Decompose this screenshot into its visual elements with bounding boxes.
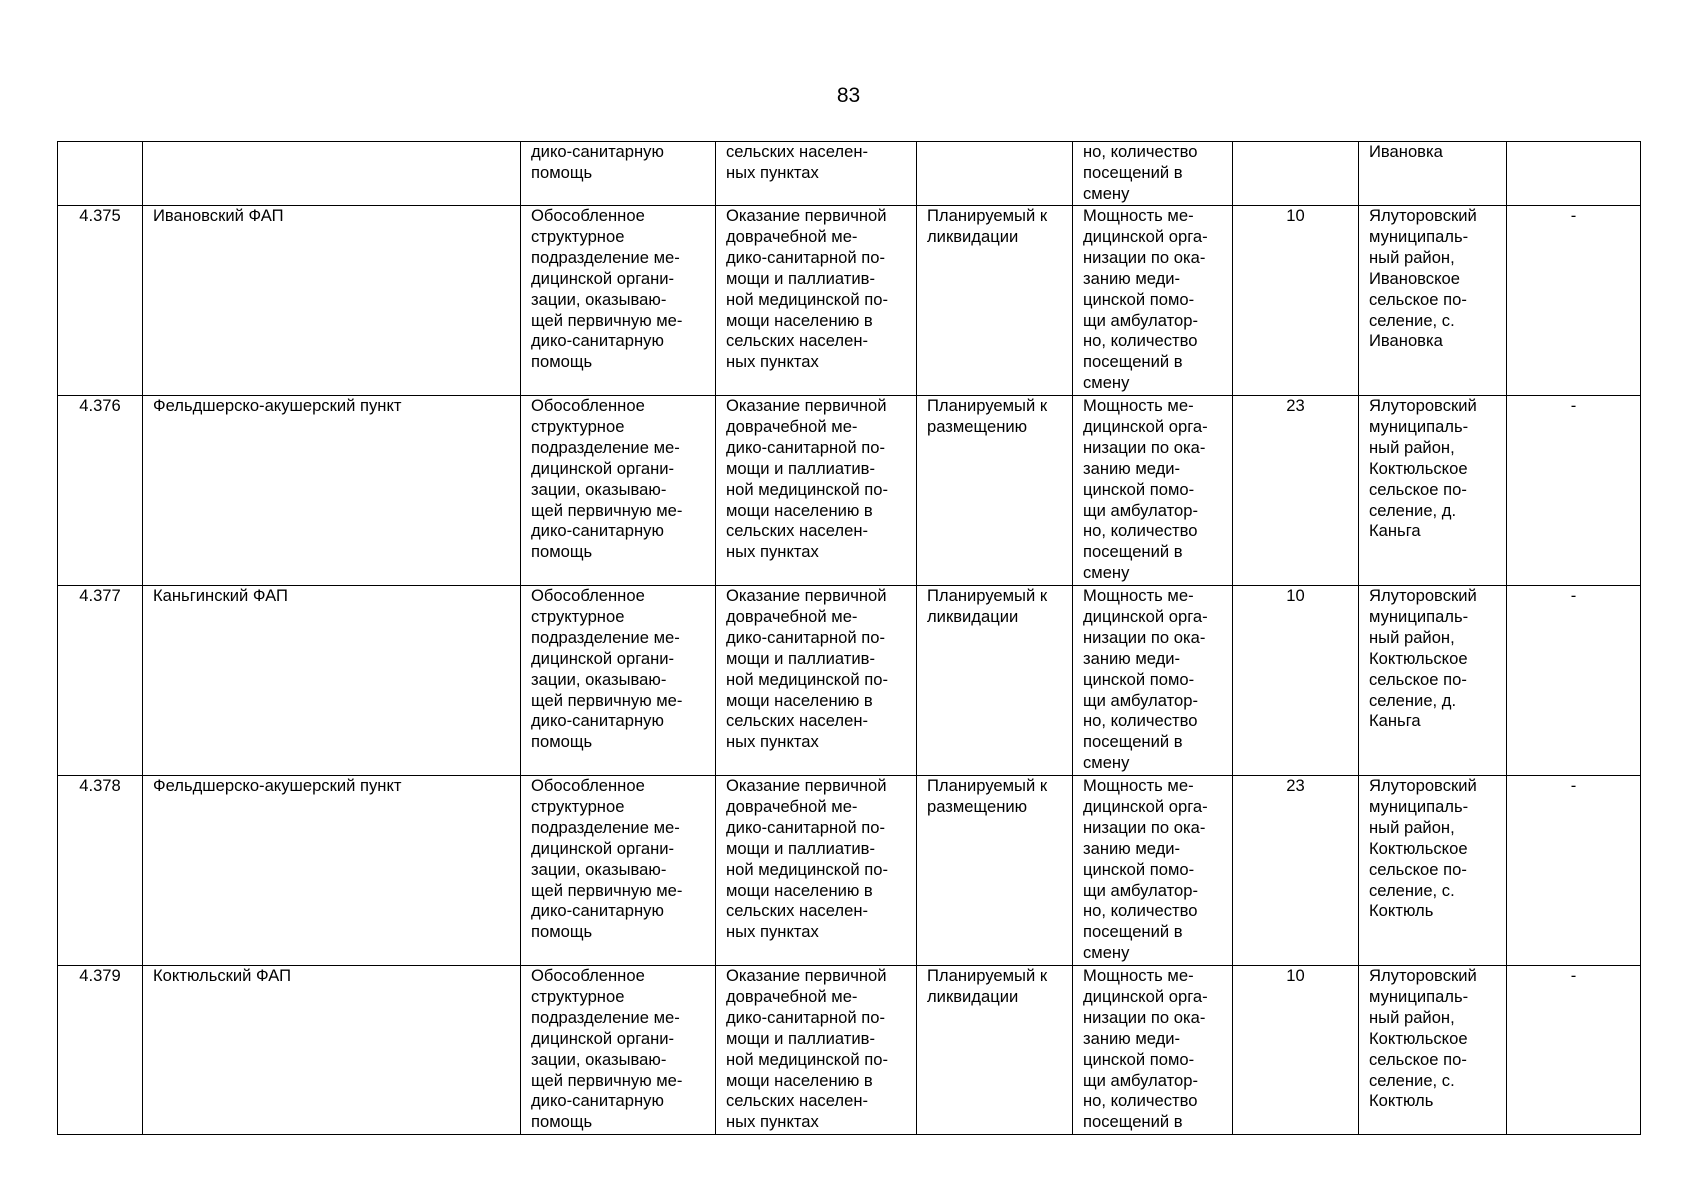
- characteristic-line: цинской помо-: [1083, 1049, 1195, 1069]
- status-cell: [917, 586, 1073, 776]
- location-line: сельское по-: [1369, 479, 1467, 499]
- characteristic-line: Мощность ме-: [1083, 776, 1194, 795]
- characteristic-line: низации по ока-: [1083, 1007, 1206, 1027]
- purpose-cell: [716, 142, 917, 206]
- purpose-line: мощи и паллиатив-: [726, 1028, 875, 1048]
- facility-type-line: дико-санитарную: [531, 142, 664, 161]
- purpose-line: ной медицинской по-: [726, 479, 889, 499]
- characteristic-line: дицинской орга-: [1083, 226, 1208, 246]
- facility-type-line: структурное: [531, 796, 625, 816]
- characteristic-line: дицинской орга-: [1083, 606, 1208, 626]
- location-line: Коктюль: [1369, 1091, 1434, 1111]
- characteristic-line: смену: [1083, 943, 1130, 963]
- table-row: [58, 396, 1641, 586]
- characteristic-line: но, количество: [1083, 711, 1198, 731]
- characteristic-line: дицинской орга-: [1083, 796, 1208, 816]
- location-line: Ялуторовский: [1369, 396, 1477, 415]
- location-line: селение, с.: [1369, 310, 1455, 330]
- location-cell: [1359, 142, 1507, 206]
- purpose-line: дико-санитарной по-: [726, 1007, 885, 1027]
- facility-type-line: Обособленное: [531, 586, 645, 605]
- purpose-line: сельских населен-: [726, 901, 869, 921]
- facility-type-line: подразделение ме-: [531, 247, 680, 267]
- location-line: ный район,: [1369, 817, 1455, 837]
- purpose-line: сельских населен-: [726, 521, 869, 541]
- table-body: [58, 142, 1641, 1135]
- purpose-line: Оказание первичной: [726, 206, 887, 225]
- location-cell: [1359, 586, 1507, 776]
- table-row: [58, 142, 1641, 206]
- location-line: сельское по-: [1369, 1049, 1467, 1069]
- purpose-line: мощи и паллиатив-: [726, 458, 875, 478]
- characteristic-line: занию меди-: [1083, 838, 1181, 858]
- status-line: Планируемый к: [927, 966, 1048, 985]
- characteristic-line: щи амбулатор-: [1083, 500, 1198, 520]
- facility-type-line: помощь: [531, 732, 593, 752]
- zone-cell: -: [1507, 206, 1641, 396]
- status-line: Планируемый к: [927, 776, 1048, 795]
- facility-type-cell: [521, 586, 716, 776]
- characteristic-line: посещений в: [1083, 732, 1183, 752]
- facility-name-cell: Фельдшерско-акушерский пункт: [143, 396, 521, 586]
- characteristic-line: смену: [1083, 753, 1130, 773]
- characteristic-line: но, количество: [1083, 521, 1198, 541]
- facility-type-line: щей первичную ме-: [531, 500, 683, 520]
- characteristic-line: посещений в: [1083, 352, 1183, 372]
- status-line: Планируемый к: [927, 396, 1048, 415]
- facility-type-line: дико-санитарную: [531, 1091, 664, 1111]
- purpose-line: ной медицинской по-: [726, 669, 889, 689]
- capacity-cell: [1233, 142, 1359, 206]
- characteristic-line: посещений в: [1083, 1112, 1183, 1132]
- status-line: Планируемый к: [927, 206, 1048, 225]
- facility-type-cell: [521, 396, 716, 586]
- characteristic-line: но, количество: [1083, 142, 1198, 161]
- location-line: селение, с.: [1369, 880, 1455, 900]
- location-line: Ялуторовский: [1369, 776, 1477, 795]
- zone-cell: -: [1507, 586, 1641, 776]
- page-number: 83: [836, 84, 861, 107]
- characteristic-line: занию меди-: [1083, 458, 1181, 478]
- characteristic-line: посещений в: [1083, 542, 1183, 562]
- table-row: [58, 966, 1641, 1135]
- purpose-line: мощи населению в: [726, 690, 873, 710]
- facility-type-line: дицинской органи-: [531, 458, 675, 478]
- purpose-line: доврачебной ме-: [726, 986, 858, 1006]
- characteristic-line: щи амбулатор-: [1083, 880, 1198, 900]
- facility-type-line: зации, оказываю-: [531, 669, 667, 689]
- purpose-line: Оказание первичной: [726, 396, 887, 415]
- facility-type-line: дико-санитарную: [531, 521, 664, 541]
- location-line: муниципаль-: [1369, 796, 1469, 816]
- facility-type-line: дико-санитарную: [531, 331, 664, 351]
- facility-type-line: дицинской органи-: [531, 1028, 675, 1048]
- characteristic-line: дицинской орга-: [1083, 986, 1208, 1006]
- table-row: [58, 586, 1641, 776]
- facility-type-line: дико-санитарную: [531, 901, 664, 921]
- table-row: [58, 776, 1641, 966]
- purpose-line: ной медицинской по-: [726, 1049, 889, 1069]
- purpose-line: доврачебной ме-: [726, 606, 858, 626]
- characteristic-cell: [1073, 206, 1233, 396]
- characteristic-line: цинской помо-: [1083, 669, 1195, 689]
- location-line: муниципаль-: [1369, 416, 1469, 436]
- location-line: Каньга: [1369, 711, 1421, 731]
- characteristic-line: Мощность ме-: [1083, 586, 1194, 605]
- facility-type-line: зации, оказываю-: [531, 479, 667, 499]
- location-cell: [1359, 396, 1507, 586]
- characteristic-line: цинской помо-: [1083, 289, 1195, 309]
- characteristic-line: Мощность ме-: [1083, 206, 1194, 225]
- purpose-line: сельских населен-: [726, 142, 869, 161]
- purpose-line: мощи населению в: [726, 500, 873, 520]
- status-line: ликвидации: [927, 986, 1019, 1006]
- facility-type-line: структурное: [531, 226, 625, 246]
- characteristic-line: низации по ока-: [1083, 627, 1206, 647]
- purpose-cell: [716, 206, 917, 396]
- status-cell: [917, 206, 1073, 396]
- location-line: Каньга: [1369, 521, 1421, 541]
- facility-type-line: подразделение ме-: [531, 1007, 680, 1027]
- characteristic-line: смену: [1083, 183, 1130, 203]
- row-number-cell: 4.379: [58, 966, 143, 1135]
- location-line: муниципаль-: [1369, 986, 1469, 1006]
- facility-type-line: дико-санитарную: [531, 711, 664, 731]
- location-line: Ялуторовский: [1369, 966, 1477, 985]
- location-line: ный район,: [1369, 437, 1455, 457]
- purpose-line: Оказание первичной: [726, 776, 887, 795]
- characteristic-line: Мощность ме-: [1083, 966, 1194, 985]
- facility-type-line: Обособленное: [531, 776, 645, 795]
- characteristic-line: щи амбулатор-: [1083, 1070, 1198, 1090]
- facility-name-cell: [143, 142, 521, 206]
- purpose-cell: [716, 776, 917, 966]
- location-line: сельское по-: [1369, 859, 1467, 879]
- status-cell: [917, 966, 1073, 1135]
- purpose-line: ных пунктах: [726, 352, 819, 372]
- location-line: селение, д.: [1369, 690, 1457, 710]
- facility-name-cell: Коктюльский ФАП: [143, 966, 521, 1135]
- facility-type-line: подразделение ме-: [531, 437, 680, 457]
- facility-type-cell: [521, 206, 716, 396]
- characteristic-line: щи амбулатор-: [1083, 690, 1198, 710]
- purpose-line: мощи населению в: [726, 1070, 873, 1090]
- characteristic-line: занию меди-: [1083, 648, 1181, 668]
- facility-type-cell: [521, 966, 716, 1135]
- purpose-line: дико-санитарной по-: [726, 247, 885, 267]
- facility-type-line: Обособленное: [531, 206, 645, 225]
- purpose-line: мощи населению в: [726, 880, 873, 900]
- facility-name-cell: Ивановский ФАП: [143, 206, 521, 396]
- purpose-line: мощи и паллиатив-: [726, 838, 875, 858]
- characteristic-line: низации по ока-: [1083, 817, 1206, 837]
- facility-name-cell: Фельдшерско-акушерский пункт: [143, 776, 521, 966]
- location-line: муниципаль-: [1369, 226, 1469, 246]
- facility-type-line: дицинской органи-: [531, 838, 675, 858]
- location-line: селение, д.: [1369, 500, 1457, 520]
- location-line: Коктюльское: [1369, 1028, 1468, 1048]
- capacity-cell: 10: [1233, 966, 1359, 1135]
- location-cell: [1359, 206, 1507, 396]
- facility-type-line: подразделение ме-: [531, 817, 680, 837]
- facilities-table: [57, 141, 1641, 1135]
- capacity-cell: 10: [1233, 586, 1359, 776]
- purpose-line: ных пунктах: [726, 922, 819, 942]
- row-number-cell: [58, 142, 143, 206]
- facility-type-line: щей первичную ме-: [531, 310, 683, 330]
- purpose-line: ных пунктах: [726, 732, 819, 752]
- facility-type-line: структурное: [531, 416, 625, 436]
- row-number-cell: 4.377: [58, 586, 143, 776]
- capacity-cell: 23: [1233, 776, 1359, 966]
- status-cell: [917, 142, 1073, 206]
- location-line: ный район,: [1369, 627, 1455, 647]
- facility-type-line: щей первичную ме-: [531, 880, 683, 900]
- zone-cell: -: [1507, 396, 1641, 586]
- status-line: размещению: [927, 796, 1028, 816]
- status-cell: [917, 396, 1073, 586]
- location-line: Коктюльское: [1369, 648, 1468, 668]
- row-number-cell: 4.375: [58, 206, 143, 396]
- characteristic-line: Мощность ме-: [1083, 396, 1194, 415]
- purpose-line: сельских населен-: [726, 1091, 869, 1111]
- characteristic-cell: [1073, 776, 1233, 966]
- characteristic-cell: [1073, 586, 1233, 776]
- characteristic-cell: [1073, 142, 1233, 206]
- location-cell: [1359, 966, 1507, 1135]
- characteristic-line: смену: [1083, 563, 1130, 583]
- zone-cell: -: [1507, 776, 1641, 966]
- location-line: Коктюльское: [1369, 458, 1468, 478]
- characteristic-line: дицинской орга-: [1083, 416, 1208, 436]
- purpose-line: ной медицинской по-: [726, 859, 889, 879]
- purpose-cell: [716, 586, 917, 776]
- zone-cell: -: [1507, 966, 1641, 1135]
- facility-type-line: помощь: [531, 922, 593, 942]
- location-line: Ялуторовский: [1369, 206, 1477, 225]
- characteristic-cell: [1073, 966, 1233, 1135]
- facility-type-line: зации, оказываю-: [531, 289, 667, 309]
- purpose-line: мощи населению в: [726, 310, 873, 330]
- characteristic-line: цинской помо-: [1083, 859, 1195, 879]
- purpose-line: Оказание первичной: [726, 586, 887, 605]
- purpose-line: ной медицинской по-: [726, 289, 889, 309]
- facility-type-line: структурное: [531, 606, 625, 626]
- purpose-line: мощи и паллиатив-: [726, 648, 875, 668]
- capacity-cell: 23: [1233, 396, 1359, 586]
- location-line: сельское по-: [1369, 289, 1467, 309]
- facility-type-line: помощь: [531, 542, 593, 562]
- characteristic-line: но, количество: [1083, 901, 1198, 921]
- status-line: ликвидации: [927, 606, 1019, 626]
- facility-type-line: помощь: [531, 352, 593, 372]
- characteristic-line: щи амбулатор-: [1083, 310, 1198, 330]
- purpose-line: ных пунктах: [726, 162, 819, 182]
- facility-type-line: Обособленное: [531, 396, 645, 415]
- status-line: размещению: [927, 416, 1028, 436]
- facility-type-line: подразделение ме-: [531, 627, 680, 647]
- facility-type-line: дицинской органи-: [531, 268, 675, 288]
- purpose-line: сельских населен-: [726, 331, 869, 351]
- location-line: Коктюльское: [1369, 838, 1468, 858]
- purpose-line: мощи и паллиатив-: [726, 268, 875, 288]
- status-line: Планируемый к: [927, 586, 1048, 605]
- purpose-line: доврачебной ме-: [726, 226, 858, 246]
- zone-cell: [1507, 142, 1641, 206]
- characteristic-line: но, количество: [1083, 1091, 1198, 1111]
- purpose-line: доврачебной ме-: [726, 416, 858, 436]
- location-line: ный район,: [1369, 1007, 1455, 1027]
- table-row: [58, 206, 1641, 396]
- facility-type-cell: [521, 776, 716, 966]
- facility-type-line: помощь: [531, 1112, 593, 1132]
- facility-type-line: зации, оказываю-: [531, 1049, 667, 1069]
- location-line: муниципаль-: [1369, 606, 1469, 626]
- location-line: селение, с.: [1369, 1070, 1455, 1090]
- facility-type-line: дицинской органи-: [531, 648, 675, 668]
- facility-type-line: структурное: [531, 986, 625, 1006]
- purpose-line: дико-санитарной по-: [726, 437, 885, 457]
- location-line: Коктюль: [1369, 901, 1434, 921]
- status-cell: [917, 776, 1073, 966]
- purpose-cell: [716, 396, 917, 586]
- facility-type-line: щей первичную ме-: [531, 1070, 683, 1090]
- purpose-line: ных пунктах: [726, 542, 819, 562]
- facility-name-cell: Каньгинский ФАП: [143, 586, 521, 776]
- purpose-cell: [716, 966, 917, 1135]
- location-line: Ялуторовский: [1369, 586, 1477, 605]
- facility-type-cell: [521, 142, 716, 206]
- characteristic-cell: [1073, 396, 1233, 586]
- purpose-line: доврачебной ме-: [726, 796, 858, 816]
- purpose-line: ных пунктах: [726, 1112, 819, 1132]
- facility-type-line: щей первичную ме-: [531, 690, 683, 710]
- location-line: Ивановское: [1369, 268, 1461, 288]
- characteristic-line: низации по ока-: [1083, 437, 1206, 457]
- purpose-line: Оказание первичной: [726, 966, 887, 985]
- status-line: ликвидации: [927, 226, 1019, 246]
- purpose-line: дико-санитарной по-: [726, 817, 885, 837]
- facility-type-line: зации, оказываю-: [531, 859, 667, 879]
- row-number-cell: 4.378: [58, 776, 143, 966]
- purpose-line: сельских населен-: [726, 711, 869, 731]
- facility-type-line: Обособленное: [531, 966, 645, 985]
- location-cell: [1359, 776, 1507, 966]
- location-line: ный район,: [1369, 247, 1455, 267]
- capacity-cell: 10: [1233, 206, 1359, 396]
- characteristic-line: смену: [1083, 373, 1130, 393]
- characteristic-line: посещений в: [1083, 162, 1183, 182]
- facility-type-line: помощь: [531, 162, 593, 182]
- characteristic-line: низации по ока-: [1083, 247, 1206, 267]
- characteristic-line: посещений в: [1083, 922, 1183, 942]
- location-line: сельское по-: [1369, 669, 1467, 689]
- row-number-cell: 4.376: [58, 396, 143, 586]
- characteristic-line: цинской помо-: [1083, 479, 1195, 499]
- location-line: Ивановка: [1369, 142, 1443, 161]
- characteristic-line: занию меди-: [1083, 268, 1181, 288]
- characteristic-line: занию меди-: [1083, 1028, 1181, 1048]
- location-line: Ивановка: [1369, 331, 1443, 351]
- purpose-line: дико-санитарной по-: [726, 627, 885, 647]
- characteristic-line: но, количество: [1083, 331, 1198, 351]
